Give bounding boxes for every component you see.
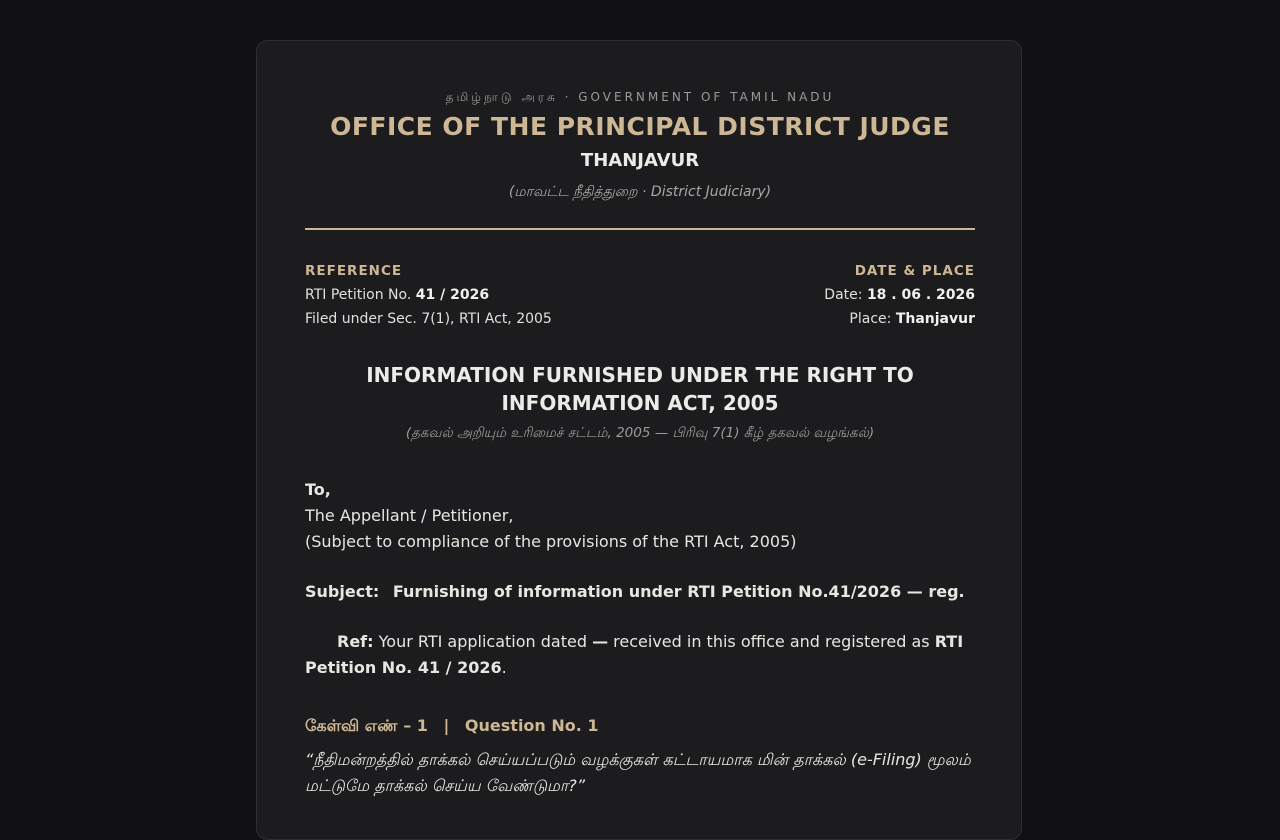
addressee-block bbox=[305, 477, 975, 555]
petition-prefix: RTI Petition No. bbox=[305, 287, 412, 303]
reference-label: REFERENCE bbox=[305, 263, 403, 279]
question-heading bbox=[305, 713, 975, 739]
subject-line bbox=[305, 579, 975, 605]
date-value: 18 . 06 . 2026 bbox=[866, 287, 975, 303]
ref-date-dash: — bbox=[592, 632, 609, 651]
government-line: தமிழ்நாடு அரசு · GOVERNMENT OF TAMIL NADU bbox=[445, 90, 835, 104]
question-text: “நீதிமன்றத்தில் தாக்கல் செய்யப்படும் வழக்குகள் கட்டாயமாக மின் தாக்கல் (e-Filing) மூலம் மட்டுமே தாக்கல் செய்ய வேண்டுமா?” bbox=[305, 750, 971, 795]
petition-number: 41 / 2026 bbox=[415, 287, 490, 303]
ref-label: Ref: bbox=[337, 632, 374, 651]
filed-under-line: Filed under Sec. 7(1), RTI Act, 2005 bbox=[305, 311, 552, 327]
date-prefix: Date: bbox=[824, 287, 863, 303]
ref-text-1: Your RTI application dated bbox=[378, 632, 587, 651]
date-place-block bbox=[640, 262, 975, 334]
place-line bbox=[640, 310, 975, 334]
question-separator: | bbox=[443, 716, 450, 735]
place-prefix: Place: bbox=[849, 311, 892, 327]
addressee-line: The Appellant / Petitioner, bbox=[305, 506, 514, 525]
judiciary-subline: (மாவட்ட நீதித்துறை · District Judiciary) bbox=[508, 184, 772, 200]
question-english-label: Question No. 1 bbox=[464, 716, 599, 735]
addressee-note: (Subject to compliance of the provisions of the RTI Act, 2005) bbox=[305, 532, 797, 551]
question-tamil-label: கேள்வி எண் – 1 bbox=[305, 716, 428, 735]
subject-text: Furnishing of information under RTI Petition No.41/2026 — reg. bbox=[392, 582, 965, 601]
document-sheet bbox=[256, 40, 1022, 840]
document-heading: INFORMATION FURNISHED UNDER THE RIGHT TO INFORMATION ACT, 2005 bbox=[366, 363, 914, 415]
city-name: THANJAVUR bbox=[580, 150, 700, 171]
place-value: Thanjavur bbox=[895, 311, 975, 327]
document-subheading: (தகவல் அறியும் உரிமைச் சட்டம், 2005 — பிரிவு 7(1) கீழ் தகவல் வழங்கல்) bbox=[405, 425, 875, 441]
subject-label: Subject: bbox=[305, 582, 380, 601]
reference-block bbox=[305, 262, 640, 334]
petition-number-line bbox=[305, 286, 640, 310]
header-divider bbox=[305, 228, 975, 230]
to-label: To, bbox=[305, 480, 331, 499]
ref-end: . bbox=[501, 658, 507, 677]
date-line bbox=[640, 286, 975, 310]
reference-paragraph bbox=[305, 629, 975, 681]
date-place-label: DATE & PLACE bbox=[854, 263, 975, 279]
ref-text-2: received in this office and registered as bbox=[613, 632, 930, 651]
office-title: OFFICE OF THE PRINCIPAL DISTRICT JUDGE bbox=[330, 112, 950, 141]
ref-petition: RTI Petition No. 41 / 2026 bbox=[305, 632, 964, 677]
